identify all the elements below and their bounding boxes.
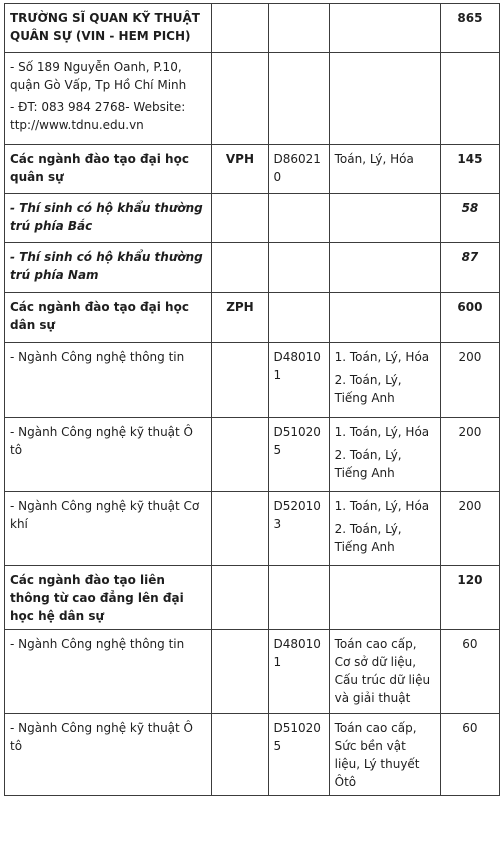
civil-major-subjects — [329, 492, 440, 566]
table-cell — [268, 566, 329, 630]
school-contact: - ĐT: 083 984 2768- Website: ttp://www.tdnu.edu.vn — [10, 100, 186, 132]
transfer-major-name: - Ngành Công nghệ kỹ thuật Ô tô — [5, 714, 212, 796]
table-row — [5, 243, 500, 293]
table-cell — [329, 53, 440, 145]
table-cell — [268, 53, 329, 145]
table-cell — [212, 492, 268, 566]
table-cell — [212, 243, 268, 293]
military-subjects: Toán, Lý, Hóa — [329, 145, 440, 194]
transfer-major-quota: 60 — [440, 630, 499, 714]
table-cell — [212, 194, 268, 243]
military-north-label: - Thí sinh có hộ khẩu thường trú phía Bắc — [5, 194, 212, 243]
transfer-major-subjects: Toán cao cấp, Sức bền vật liệu, Lý thuyết Ôtô — [329, 714, 440, 796]
subject-block-2: 2. Toán, Lý, Tiếng Anh — [334, 373, 402, 405]
table-cell — [268, 4, 329, 53]
table-cell — [268, 243, 329, 293]
table-cell — [268, 194, 329, 243]
school-name: TRƯỜNG SĨ QUAN KỸ THUẬT QUÂN SỰ (VIN - HEM PICH) — [5, 4, 212, 53]
transfer-major-subjects: Toán cao cấp, Cơ sở dữ liệu, Cấu trúc dữ liệu và giải thuật — [329, 630, 440, 714]
table-row — [5, 293, 500, 343]
subject-block-1: 1. Toán, Lý, Hóa — [334, 350, 430, 364]
subject-block-1: 1. Toán, Lý, Hóa — [334, 425, 430, 439]
civil-major-code: D480101 — [268, 343, 329, 418]
table-row — [5, 343, 500, 418]
civil-major-name: - Ngành Công nghệ kỹ thuật Ô tô — [5, 418, 212, 492]
civil-major-code: D510205 — [268, 418, 329, 492]
table-row — [5, 4, 500, 53]
civil-title: Các ngành đào tạo đại học dân sự — [5, 293, 212, 343]
military-major-code: D860210 — [268, 145, 329, 194]
table-cell — [440, 53, 499, 145]
military-school-code: VPH — [212, 145, 268, 194]
table-cell — [329, 566, 440, 630]
table-cell — [212, 343, 268, 418]
subject-block-2: 2. Toán, Lý, Tiếng Anh — [334, 522, 402, 554]
table-row — [5, 714, 500, 796]
table-cell — [268, 293, 329, 343]
civil-major-quota: 200 — [440, 418, 499, 492]
school-total-quota: 865 — [440, 4, 499, 53]
school-info-cell — [5, 53, 212, 145]
table-row — [5, 492, 500, 566]
military-south-label: - Thí sinh có hộ khẩu thường trú phía Nam — [5, 243, 212, 293]
civil-major-quota: 200 — [440, 343, 499, 418]
table-cell — [329, 293, 440, 343]
table-row — [5, 418, 500, 492]
table-cell — [212, 566, 268, 630]
table-cell — [212, 714, 268, 796]
table-row — [5, 145, 500, 194]
military-title: Các ngành đào tạo đại học quân sự — [5, 145, 212, 194]
subject-block-1: 1. Toán, Lý, Hóa — [334, 499, 430, 513]
military-north-quota: 58 — [440, 194, 499, 243]
table-row — [5, 194, 500, 243]
civil-major-subjects — [329, 343, 440, 418]
admission-table — [4, 3, 500, 796]
transfer-quota: 120 — [440, 566, 499, 630]
table-row — [5, 630, 500, 714]
table-cell — [212, 53, 268, 145]
transfer-major-name: - Ngành Công nghệ thông tin — [5, 630, 212, 714]
civil-school-code: ZPH — [212, 293, 268, 343]
military-quota: 145 — [440, 145, 499, 194]
civil-major-quota: 200 — [440, 492, 499, 566]
table-cell — [212, 4, 268, 53]
school-address: - Số 189 Nguyễn Oanh, P.10, quận Gò Vấp, Tp Hồ Chí Minh — [10, 60, 187, 92]
transfer-title: Các ngành đào tạo liên thông từ cao đẳng lên đại học hệ dân sự — [5, 566, 212, 630]
civil-major-code: D520103 — [268, 492, 329, 566]
transfer-major-code: D480101 — [268, 630, 329, 714]
subject-block-2: 2. Toán, Lý, Tiếng Anh — [334, 448, 402, 480]
table-row — [5, 566, 500, 630]
civil-quota: 600 — [440, 293, 499, 343]
table-cell — [329, 243, 440, 293]
table-cell — [212, 630, 268, 714]
transfer-major-quota: 60 — [440, 714, 499, 796]
table-row — [5, 53, 500, 145]
civil-major-name: - Ngành Công nghệ thông tin — [5, 343, 212, 418]
table-cell — [329, 4, 440, 53]
military-south-quota: 87 — [440, 243, 499, 293]
civil-major-subjects — [329, 418, 440, 492]
civil-major-name: - Ngành Công nghệ kỹ thuật Cơ khí — [5, 492, 212, 566]
transfer-major-code: D510205 — [268, 714, 329, 796]
table-cell — [329, 194, 440, 243]
table-cell — [212, 418, 268, 492]
